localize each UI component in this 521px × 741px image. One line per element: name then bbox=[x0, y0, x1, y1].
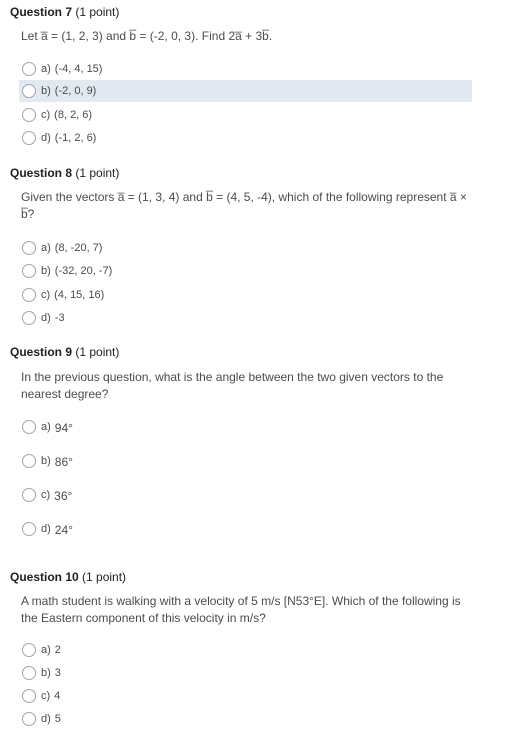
option-d[interactable] bbox=[19, 708, 472, 730]
question-text-line: nearest degree? bbox=[21, 387, 109, 401]
option-label: c) bbox=[41, 289, 51, 301]
option-a[interactable] bbox=[19, 237, 472, 259]
radio-button[interactable] bbox=[22, 264, 36, 278]
option-value: 5 bbox=[54, 713, 61, 725]
option-c[interactable] bbox=[19, 284, 472, 306]
question-points: (1 point) bbox=[75, 5, 120, 19]
radio-button[interactable] bbox=[22, 131, 36, 145]
option-c[interactable] bbox=[19, 104, 472, 126]
option-label: b) bbox=[41, 667, 51, 679]
question-number: Question 10 bbox=[10, 570, 79, 584]
question-text-line: Given the vectors a̅ = (1, 3, 4) and b̅ = (4, 5, -4), which of the following represent a̅ × bbox=[21, 190, 467, 204]
question-text-line: b̅? bbox=[21, 207, 35, 221]
question-number: Question 9 bbox=[10, 345, 73, 359]
option-value: 36° bbox=[54, 489, 73, 503]
option-label: c) bbox=[41, 489, 51, 501]
option-value: 86° bbox=[54, 455, 73, 469]
question-header bbox=[10, 5, 119, 19]
question-text bbox=[21, 189, 481, 223]
option-a[interactable] bbox=[19, 639, 472, 661]
option-a[interactable] bbox=[19, 58, 472, 80]
option-label: d) bbox=[41, 312, 51, 324]
radio-button[interactable] bbox=[22, 288, 36, 302]
option-c[interactable] bbox=[19, 685, 472, 707]
option-value: (8, -20, 7) bbox=[54, 242, 103, 254]
option-value: (-32, 20, -7) bbox=[54, 265, 113, 277]
radio-button[interactable] bbox=[22, 311, 36, 325]
radio-button[interactable] bbox=[22, 241, 36, 255]
option-value: (-1, 2, 6) bbox=[54, 132, 97, 144]
option-b[interactable] bbox=[19, 260, 472, 282]
option-label: a) bbox=[41, 421, 51, 433]
question-points: (1 point) bbox=[82, 570, 127, 584]
radio-button[interactable] bbox=[22, 488, 36, 502]
radio-button[interactable] bbox=[22, 108, 36, 122]
option-value: (8, 2, 6) bbox=[54, 109, 93, 121]
radio-button[interactable] bbox=[22, 84, 36, 98]
option-label: b) bbox=[41, 85, 51, 97]
option-d[interactable] bbox=[19, 307, 472, 329]
option-b[interactable] bbox=[19, 662, 472, 684]
option-value: 2 bbox=[54, 644, 61, 656]
option-d[interactable] bbox=[19, 518, 472, 540]
option-label: c) bbox=[41, 109, 51, 121]
radio-button[interactable] bbox=[22, 62, 36, 76]
question-text-line: the Eastern component of this velocity in m/s? bbox=[21, 611, 266, 625]
option-b[interactable] bbox=[19, 80, 472, 102]
option-label: a) bbox=[41, 242, 51, 254]
option-value: (-4, 4, 15) bbox=[54, 63, 103, 75]
option-value: (-2, 0, 9) bbox=[54, 85, 97, 97]
radio-button[interactable] bbox=[22, 666, 36, 680]
option-c[interactable] bbox=[19, 484, 472, 506]
radio-button[interactable] bbox=[22, 643, 36, 657]
question-number: Question 8 bbox=[10, 166, 73, 180]
option-label: d) bbox=[41, 523, 51, 535]
question-text bbox=[21, 369, 481, 403]
question-header bbox=[10, 345, 119, 359]
option-label: d) bbox=[41, 713, 51, 725]
question-text bbox=[21, 593, 481, 627]
question-points: (1 point) bbox=[75, 345, 120, 359]
option-d[interactable] bbox=[19, 127, 472, 149]
option-b[interactable] bbox=[19, 450, 472, 472]
question-number: Question 7 bbox=[10, 5, 73, 19]
option-label: a) bbox=[41, 644, 51, 656]
radio-button[interactable] bbox=[22, 454, 36, 468]
question-header bbox=[10, 166, 119, 180]
option-label: d) bbox=[41, 132, 51, 144]
radio-button[interactable] bbox=[22, 420, 36, 434]
option-label: c) bbox=[41, 690, 51, 702]
question-text: Let a̅ = (1, 2, 3) and b̅ = (-2, 0, 3). Find 2a̅ + 3b̅. bbox=[21, 29, 273, 43]
option-label: b) bbox=[41, 455, 51, 467]
option-label: a) bbox=[41, 63, 51, 75]
question-header bbox=[10, 570, 126, 584]
option-value: 24° bbox=[54, 523, 73, 537]
option-label: b) bbox=[41, 265, 51, 277]
question-text-line: In the previous question, what is the angle between the two given vectors to the bbox=[21, 370, 444, 384]
option-value: 4 bbox=[54, 690, 61, 702]
radio-button[interactable] bbox=[22, 689, 36, 703]
option-a[interactable] bbox=[19, 416, 472, 438]
option-value: -3 bbox=[54, 312, 65, 324]
option-value: 94° bbox=[54, 421, 73, 435]
question-points: (1 point) bbox=[75, 166, 120, 180]
radio-button[interactable] bbox=[22, 522, 36, 536]
option-value: (4, 15, 16) bbox=[54, 289, 105, 301]
radio-button[interactable] bbox=[22, 712, 36, 726]
option-value: 3 bbox=[54, 667, 61, 679]
question-text-line: A math student is walking with a velocity of 5 m/s [N53°E]. Which of the following is bbox=[21, 594, 461, 608]
